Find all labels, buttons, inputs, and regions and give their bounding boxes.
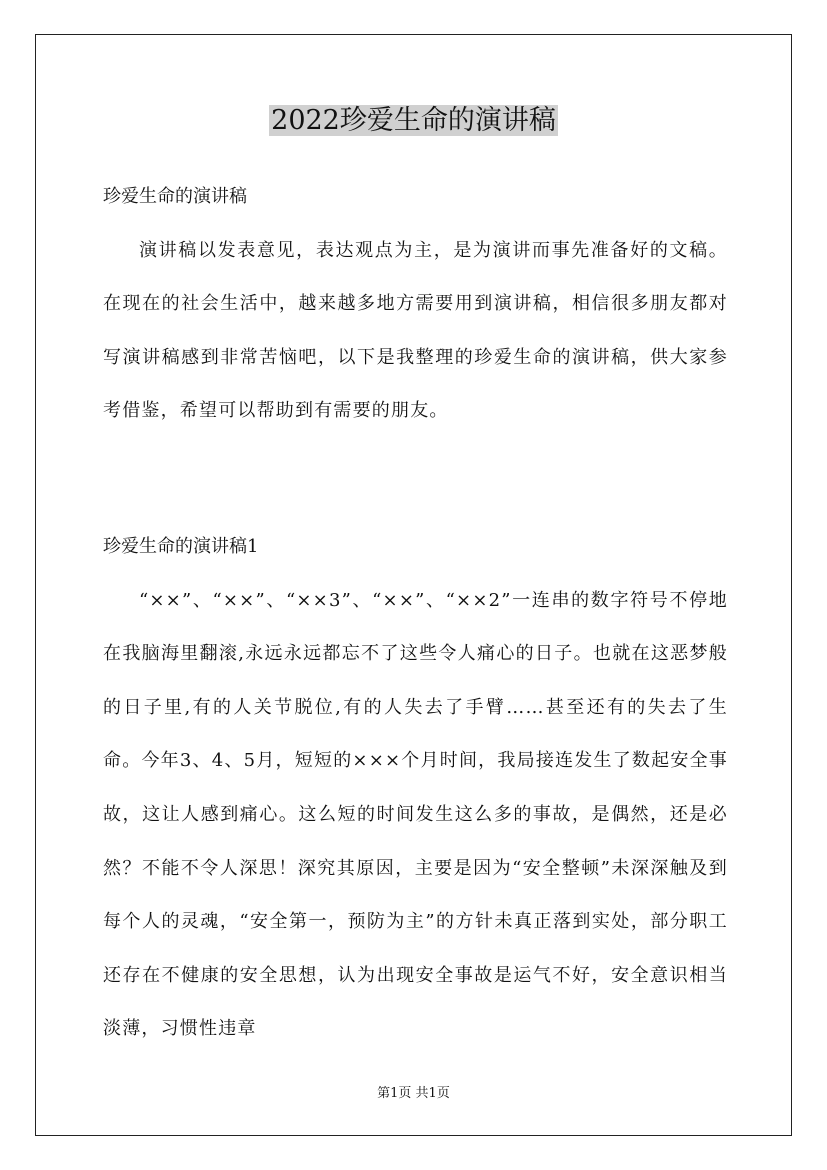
intro-paragraph: 演讲稿以发表意见，表达观点为主，是为演讲而事先准备好的文稿。在现在的社会生活中，越来越多地方需要用到演讲稿，相信很多朋友都对写演讲稿感到非常苦恼吧，以下是我整理的珍爱生命的演讲稿，供大家参考借鉴，希望可以帮助到有需要的朋友。 <box>103 239 728 422</box>
page-footer: 第1页 共1页 <box>377 1086 450 1101</box>
section-spacer <box>103 438 728 520</box>
document-title <box>0 101 827 141</box>
section1-heading: 珍爱生命的演讲稿1 <box>103 535 259 557</box>
intro-heading: 珍爱生命的演讲稿 <box>103 186 247 207</box>
section1-paragraph: “××”、“××”、“××3”、“××”、“××2”一连串的数字符号不停地在我脑海里翻滚,永远永远都忘不了这些令人痛心的日子。也就在这恶梦般的日子里,有的人关节脱位,有的人失去了手臂……甚至还有的失去了生命。今年3、4、5月，短短的×××个月时间，我局接连发生了数起安全事故，这让人感到痛心。这么短的时间发生这么多的事故，是偶然，还是必然？不能不令人深思！深究其原因，主要是因为“安全整顿”未深深触及到每个人的灵魂，“安全第一，预防为主”的方针未真正落到实处，部分职工还存在不健康的安全思想，认为出现安全事故是运气不好，安全意识相当淡薄，习惯性违章 <box>103 589 728 1040</box>
document-body <box>103 170 728 1056</box>
document-title-text: 2022珍爱生命的演讲稿 <box>271 105 556 136</box>
